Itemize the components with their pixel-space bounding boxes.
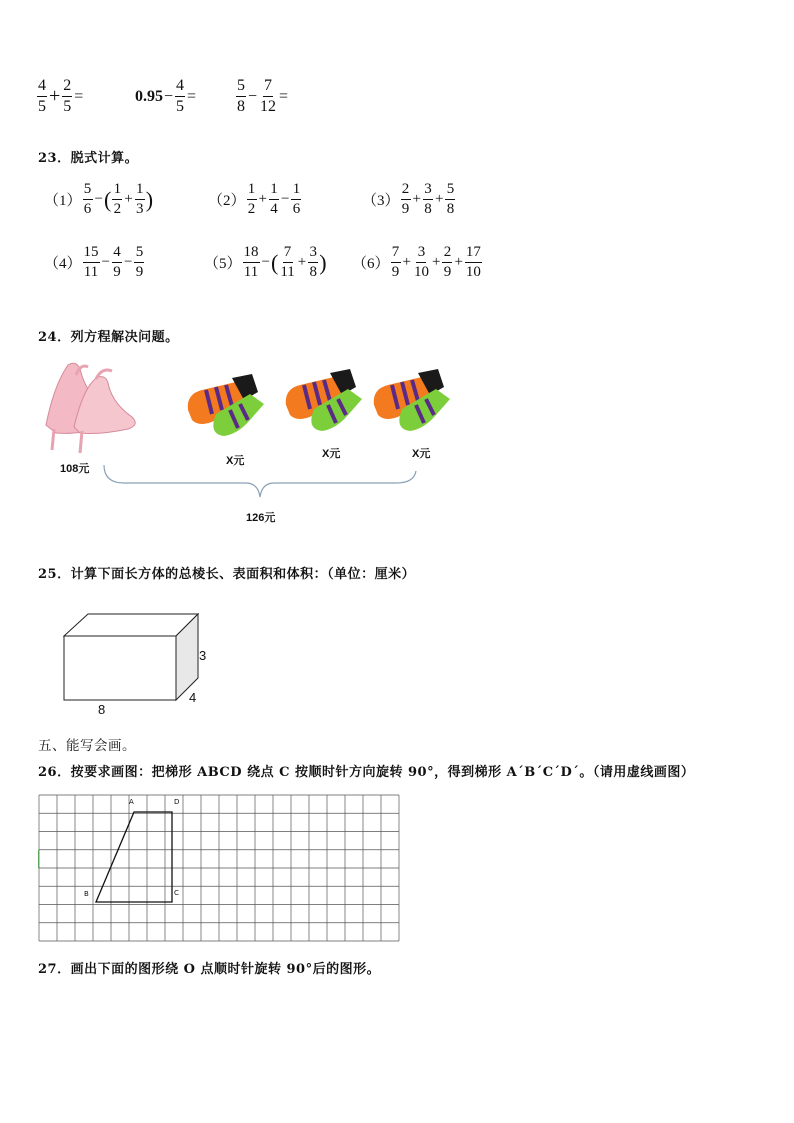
fraction: $\frac{4}{5}$: [38, 77, 46, 115]
socks-icon: [374, 369, 450, 431]
q23-item-4: （4） $\frac{15}{11}$ − $\frac{4}{9}$ − $\frac{5}{9}$: [44, 244, 144, 280]
q26-grid: [38, 794, 400, 942]
sock-price-label: X元: [412, 448, 431, 460]
fraction: $\frac{4}{5}$: [176, 77, 185, 115]
cuboid-height-label: 3: [199, 648, 207, 663]
shoe-price-label: 108元: [60, 463, 90, 475]
sock-price-label: X元: [322, 448, 341, 460]
fraction: $\frac{2}{5}$: [63, 77, 72, 115]
q24-figure: [36, 355, 476, 530]
q23-item-3: （3） $\frac{2}{9}$ + $\frac{3}{8}$ + $\frac{5}{8}$: [362, 181, 455, 217]
q23-item-1: （1） $\frac{5}{6}$ − ( $\frac{1}{2}$ + $\frac{1}{3}$ ): [44, 181, 154, 217]
socks-icon: [188, 374, 264, 436]
brace: [104, 465, 416, 497]
q23-item-2: （2） $\frac{1}{2}$ + $\frac{1}{4}$ − $\frac{1}{6}$: [208, 181, 301, 217]
trapezoid-abcd: [96, 812, 172, 902]
cuboid-figure: [60, 612, 200, 704]
point-c-label: C: [174, 889, 179, 897]
cuboid-width-label: 4: [189, 690, 197, 705]
fraction: $\frac{5}{8}$: [237, 77, 245, 115]
expr-top-3: $\frac{5}{8}$ − $\frac{7}{12}$ =: [237, 77, 289, 115]
sock-price-label: X元: [226, 455, 245, 467]
total-price-label: 126元: [246, 512, 276, 524]
expr-top-2: 0.95 − $\frac{4}{5}$ =: [135, 77, 197, 115]
socks-icon: [286, 369, 362, 431]
q23-item-5: （5） $\frac{18}{11}$ − ( $\frac{7}{11}$ + $\frac{3}{8}$ ): [204, 244, 327, 280]
q23-title: 23．脱式计算。: [38, 151, 139, 166]
q27-title: 27．画出下面的图形绕 O 点顺时针旋转 90°后的图形。: [38, 962, 381, 977]
point-d-label: D: [174, 798, 180, 806]
high-heels-icon: [46, 363, 135, 453]
q23-item-6: （6） $\frac{7}{9}$ + $\frac{3}{10}$ + $\frac{2}{9}$ + $\frac{17}{10}$: [352, 244, 481, 280]
q26-title: 26．按要求画图：把梯形 ABCD 绕点 C 按顺时针方向旋转 90°，得到梯形 A΄B΄C΄D΄。（请用虚线画图）: [38, 765, 695, 780]
section-5-title: 五、能写会画。: [38, 738, 136, 754]
expr-top-1: $\frac{4}{5}$ + $\frac{2}{5}$ =: [38, 77, 84, 115]
fraction: $\frac{7}{12}$: [260, 77, 277, 115]
q24-title: 24．列方程解决问题。: [38, 330, 179, 345]
cuboid-length-label: 8: [98, 702, 106, 717]
q25-title: 25．计算下面长方体的总棱长、表面积和体积：（单位：厘米）: [38, 567, 416, 582]
point-b-label: B: [84, 890, 89, 898]
point-a-label: A: [129, 798, 134, 806]
